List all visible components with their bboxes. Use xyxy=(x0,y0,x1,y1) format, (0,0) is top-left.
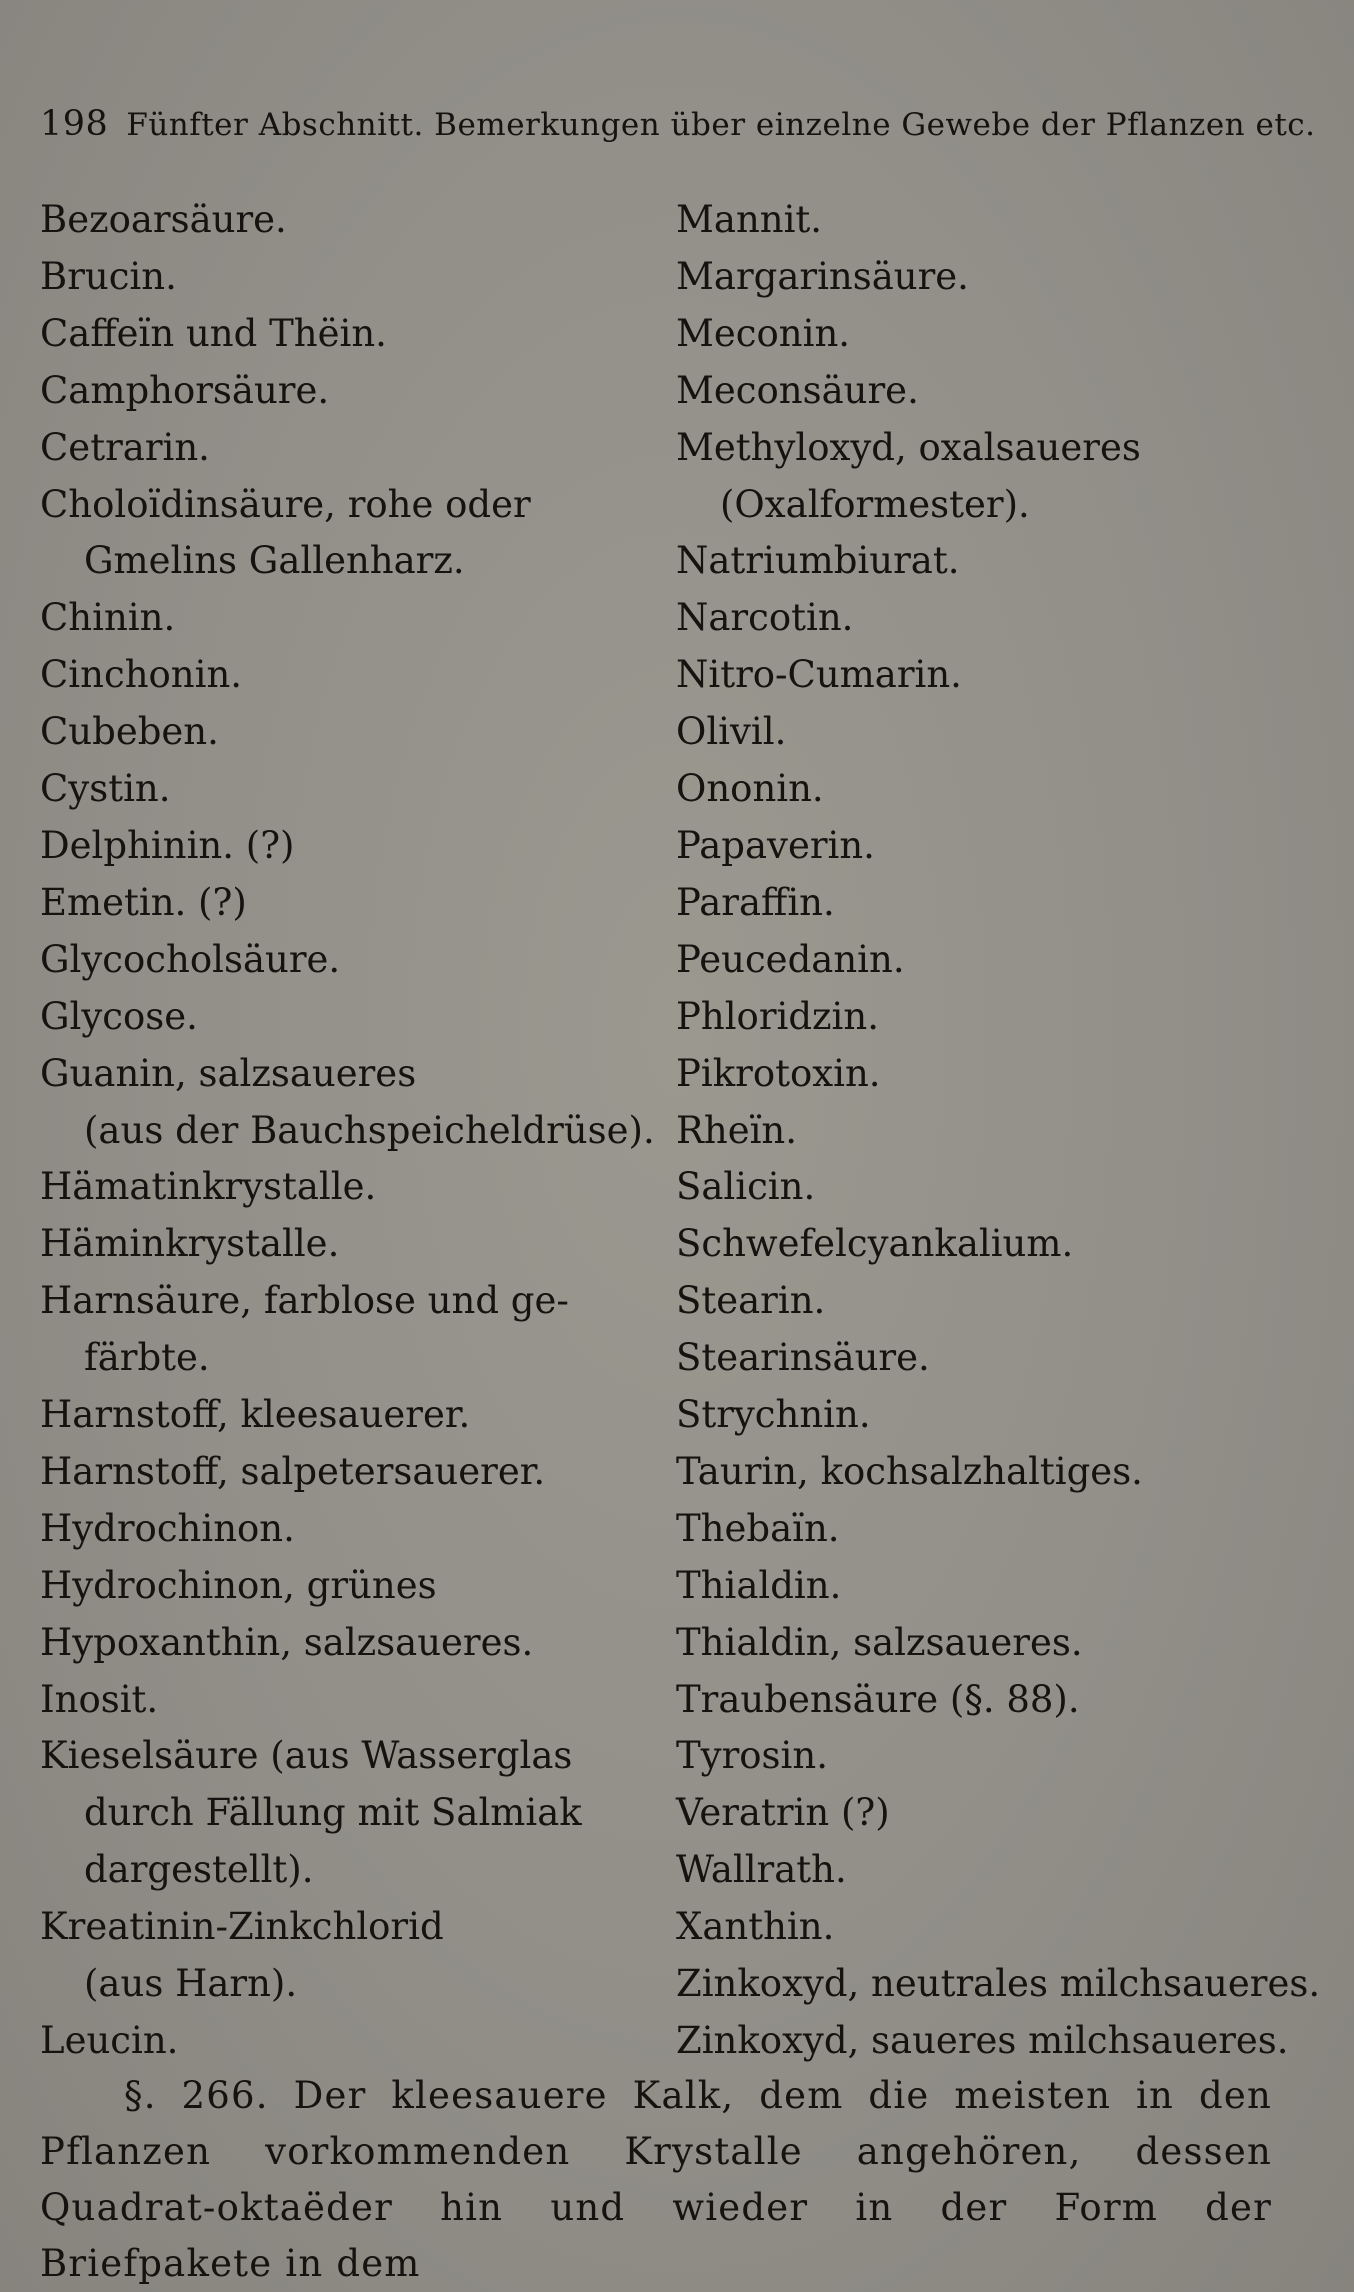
list-item-text: Thialdin, salzsaueres. xyxy=(676,1620,1083,1664)
list-item xyxy=(676,420,1276,534)
list-item xyxy=(40,1728,640,1842)
list-item xyxy=(676,533,1276,590)
list-item-text: Bezoarsäure. xyxy=(40,198,287,241)
list-item xyxy=(40,1558,640,1615)
list-item xyxy=(40,818,640,875)
list-item xyxy=(40,875,640,932)
list-item-continuation: färbte. xyxy=(84,1336,210,1380)
list-item xyxy=(40,249,640,306)
list-item-continuation: Gmelins Gallenharz. xyxy=(84,539,465,583)
list-item xyxy=(676,249,1276,306)
list-item xyxy=(40,2013,640,2070)
list-item-text: Glycose. xyxy=(40,994,198,1038)
list-item-text: Olivil. xyxy=(676,710,787,754)
list-item-text: Peucedanin. xyxy=(676,937,905,981)
list-item-text: Tyrosin. xyxy=(676,1734,828,1778)
list-item-text: Salicin. xyxy=(676,1165,816,1209)
list-item-text: Meconin. xyxy=(676,311,851,355)
list-item xyxy=(676,1672,1276,1729)
list-item-text: Hypoxanthin, salzsaueres. xyxy=(40,1620,534,1664)
list-item-text: Narcotin. xyxy=(676,596,854,640)
list-item xyxy=(676,1330,1276,1387)
list-item xyxy=(40,761,640,818)
substance-list-left xyxy=(40,192,655,2070)
list-item xyxy=(676,932,1276,989)
substance-list-right xyxy=(676,192,1321,2070)
list-item xyxy=(40,1159,640,1216)
section-paragraph: §. 266. Der kleesauere Kalk, dem die meisten in den Pflanzen vorkommenden Krystalle angehören, dessen Quadrat-oktaëder hin und wieder in der Form der Briefpakete in dem xyxy=(40,2074,1272,2285)
list-item-text: Kieselsäure (aus Wasserglas xyxy=(40,1734,573,1778)
list-item xyxy=(676,1159,1276,1216)
list-item-text: Meconsäure. xyxy=(676,368,919,412)
list-item xyxy=(676,1615,1276,1672)
list-item-text: Phloridzin. xyxy=(676,994,879,1038)
list-item-text: Cinchonin. xyxy=(40,653,243,697)
list-item xyxy=(40,477,640,591)
list-item-text: Leucin. xyxy=(40,2019,179,2062)
list-item-text: Nitro-Cumarin. xyxy=(676,653,962,697)
list-item xyxy=(40,1216,640,1273)
list-item-continuation: dargestellt). xyxy=(84,1848,314,1892)
list-item xyxy=(676,818,1276,875)
list-item-text: Papaverin. xyxy=(676,823,875,867)
list-item-continuation: (Oxalformester). xyxy=(720,482,1030,526)
list-item xyxy=(40,1387,640,1444)
list-item xyxy=(40,420,640,477)
list-item-text: Brucin. xyxy=(40,254,177,298)
list-item xyxy=(40,1842,640,1899)
list-item-text: Guanin, salzsaueres xyxy=(40,1051,417,1095)
running-title: Fünfter Abschnitt. Bemerkungen über einzelne Gewebe der Pflanzen etc. xyxy=(126,107,1316,143)
list-item xyxy=(676,1444,1276,1501)
list-item-text: Häminkrystalle. xyxy=(40,1222,340,1266)
list-item xyxy=(676,1387,1276,1444)
list-item-text: Kreatinin-Zinkchlorid xyxy=(40,1905,444,1949)
list-item xyxy=(676,647,1276,704)
list-item-text: Strychnin. xyxy=(676,1393,871,1437)
list-item-text: Harnstoff, kleesauerer. xyxy=(40,1393,471,1437)
list-item-text: Methyloxyd, oxalsaueres xyxy=(676,425,1141,469)
page-number: 198 xyxy=(40,104,109,144)
list-item-text: Caffeïn und Thëin. xyxy=(40,311,387,355)
list-item-text: Margarinsäure. xyxy=(676,254,969,298)
list-item xyxy=(40,1672,640,1729)
list-item xyxy=(676,1728,1276,1785)
list-item-text: Thialdin. xyxy=(676,1563,842,1607)
list-item xyxy=(40,590,640,647)
list-item xyxy=(676,1956,1321,2013)
list-item-text: Ononin. xyxy=(676,767,824,811)
list-item xyxy=(676,1216,1276,1273)
list-item xyxy=(676,192,1276,249)
list-item-text: Traubensäure (§. 88). xyxy=(676,1677,1080,1721)
list-item xyxy=(676,989,1276,1046)
list-item-text: Taurin, kochsalzhaltiges. xyxy=(676,1449,1143,1493)
list-item-text: Pikrotoxin. xyxy=(676,1051,881,1095)
list-item xyxy=(676,875,1276,932)
list-item-text: Veratrin (?) xyxy=(676,1791,890,1835)
list-item xyxy=(676,1046,1276,1103)
running-header xyxy=(40,104,1316,144)
list-item xyxy=(40,1273,640,1387)
list-item-text: Stearinsäure. xyxy=(676,1336,930,1380)
list-item xyxy=(40,1899,640,2013)
list-item-text: Hydrochinon. xyxy=(40,1506,295,1550)
list-item-text: Hämatinkrystalle. xyxy=(40,1165,377,1209)
list-item-text: Paraffin. xyxy=(676,880,835,924)
list-item-text: Cubeben. xyxy=(40,710,219,754)
list-item xyxy=(40,647,640,704)
list-item xyxy=(40,306,640,363)
list-item-text: Choloïdinsäure, rohe oder xyxy=(40,482,531,526)
list-item-text: Mannit. xyxy=(676,198,823,241)
list-item xyxy=(40,1615,640,1672)
list-item xyxy=(676,1899,1276,1956)
list-item xyxy=(676,306,1276,363)
list-item-text: Inosit. xyxy=(40,1677,159,1721)
list-item-text: Thebaïn. xyxy=(676,1506,840,1550)
list-item-text: Xanthin. xyxy=(676,1905,835,1949)
list-item xyxy=(676,1501,1276,1558)
list-item xyxy=(40,989,640,1046)
list-item xyxy=(676,590,1276,647)
list-item-text: Rheïn. xyxy=(676,1108,798,1152)
list-item-text: Glycocholsäure. xyxy=(40,937,341,981)
list-item-text: Camphorsäure. xyxy=(40,368,330,412)
list-item xyxy=(676,2013,1289,2070)
list-item xyxy=(676,363,1276,420)
list-item xyxy=(40,1501,640,1558)
list-item xyxy=(40,1444,640,1501)
list-item xyxy=(676,1273,1276,1330)
list-item xyxy=(40,1046,655,1160)
list-item-text: Stearin. xyxy=(676,1279,826,1323)
list-item-text: Schwefelcyankalium. xyxy=(676,1222,1074,1266)
list-item-text: Zinkoxyd, saueres milchsaueres. xyxy=(676,2019,1289,2062)
list-item-continuation: durch Fällung mit Salmiak xyxy=(84,1791,582,1835)
list-item-continuation: (aus Harn). xyxy=(84,1962,298,2006)
list-item xyxy=(40,704,640,761)
list-item-text: Zinkoxyd, neutrales milchsaueres. xyxy=(676,1962,1321,2006)
list-item-text: Natriumbiurat. xyxy=(676,539,960,583)
list-item-text: Harnsäure, farblose und ge- xyxy=(40,1279,569,1323)
list-item-text: Wallrath. xyxy=(676,1848,847,1892)
list-item-text: Harnstoff, salpetersauerer. xyxy=(40,1449,546,1493)
list-item xyxy=(40,192,640,249)
list-item-text: Cystin. xyxy=(40,767,171,811)
list-item xyxy=(40,363,640,420)
list-item-text: Delphinin. (?) xyxy=(40,823,295,867)
list-item xyxy=(40,932,640,989)
list-item-text: Hydrochinon, grünes xyxy=(40,1563,437,1607)
list-item-text: Emetin. (?) xyxy=(40,880,247,924)
list-item xyxy=(676,1842,1276,1899)
list-item-text: Cetrarin. xyxy=(40,425,210,469)
list-item xyxy=(676,1103,1276,1160)
list-item xyxy=(676,761,1276,818)
list-item xyxy=(676,1558,1276,1615)
list-item xyxy=(676,704,1276,761)
list-item xyxy=(676,1785,1276,1842)
list-item-continuation: (aus der Bauchspeicheldrüse). xyxy=(84,1108,655,1152)
list-item-text: Chinin. xyxy=(40,596,176,640)
